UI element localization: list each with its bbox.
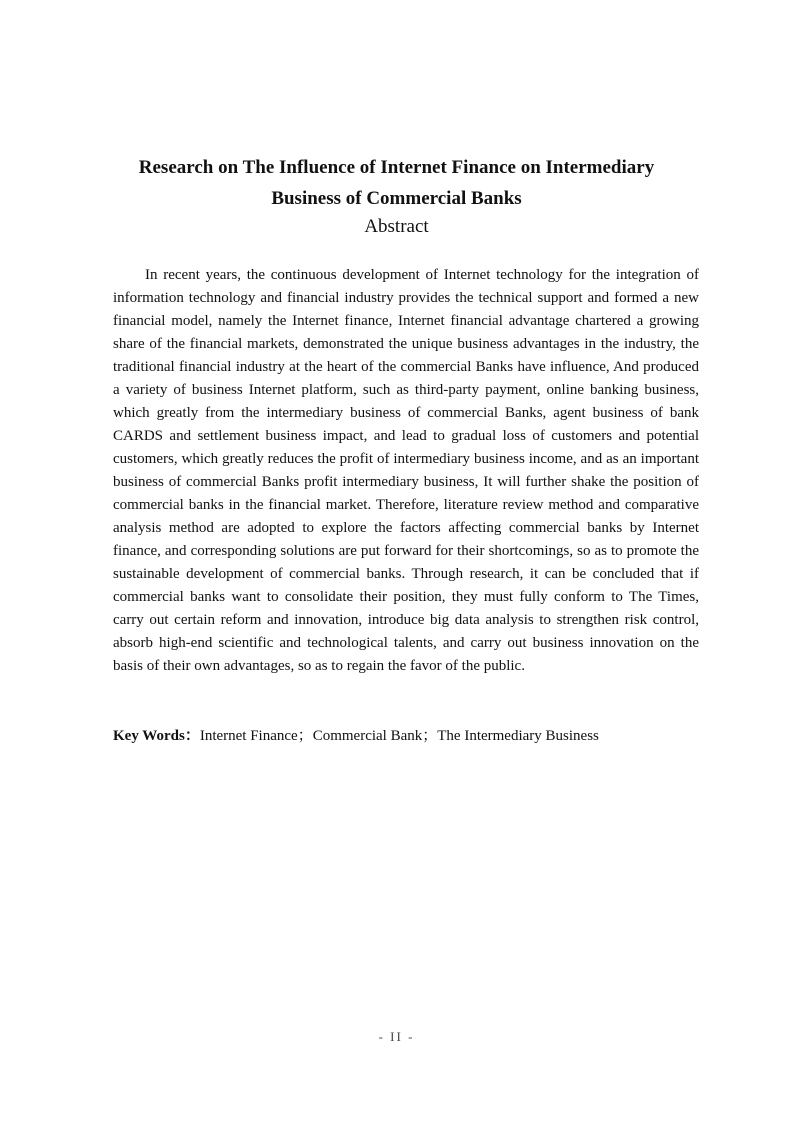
abstract-body: In recent years, the continuous development of Internet technology for the integration of information technology and financial industry provides the technical support and formed a new financial model, namely the Internet finance, Internet financial advantage chartered a growing share of the financial markets, demonstrated the unique business advantages in the industry, the traditional financial industry at the heart of the commercial Banks have influence, And produced a variety of business Internet platform, such as third-party payment, online banking business, which greatly from the intermediary business of commercial Banks, agent business of bank CARDS and settlement business impact, and lead to gradual loss of customers and potential customers, which greatly reduces the profit of intermediary business income, and as an important business of commercial Banks profit intermediary business, It will further shake the position of commercial banks in the financial market. Therefore, literature review method and comparative analysis method are adopted to explore the factors affecting commercial banks by Internet finance, and corresponding solutions are put forward for their shortcomings, so as to promote the sustainable development of commercial banks. Through research, it can be concluded that if commercial banks want to consolidate their position, they must fully conform to The Times, carry out certain reform and innovation, introduce big data analysis to strengthen risk control, absorb high-end scientific and technological talents, and carry out business innovation on the basis of their own advantages, so as to regain the favor of the public. (113, 267, 699, 674)
abstract-heading: Abstract (364, 216, 429, 237)
page-number: - II - (378, 1029, 415, 1044)
paper-title-line-1: Research on The Influence of Internet Finance on Intermediary (138, 157, 655, 178)
keywords-line (113, 725, 699, 748)
paper-title (100, 152, 693, 214)
paper-title-line-2: Business of Commercial Banks (271, 188, 522, 209)
keywords-list: Internet Finance；Commercial Bank；The Intermediary Business (199, 728, 599, 744)
keywords-label: Key Words： (113, 728, 200, 744)
